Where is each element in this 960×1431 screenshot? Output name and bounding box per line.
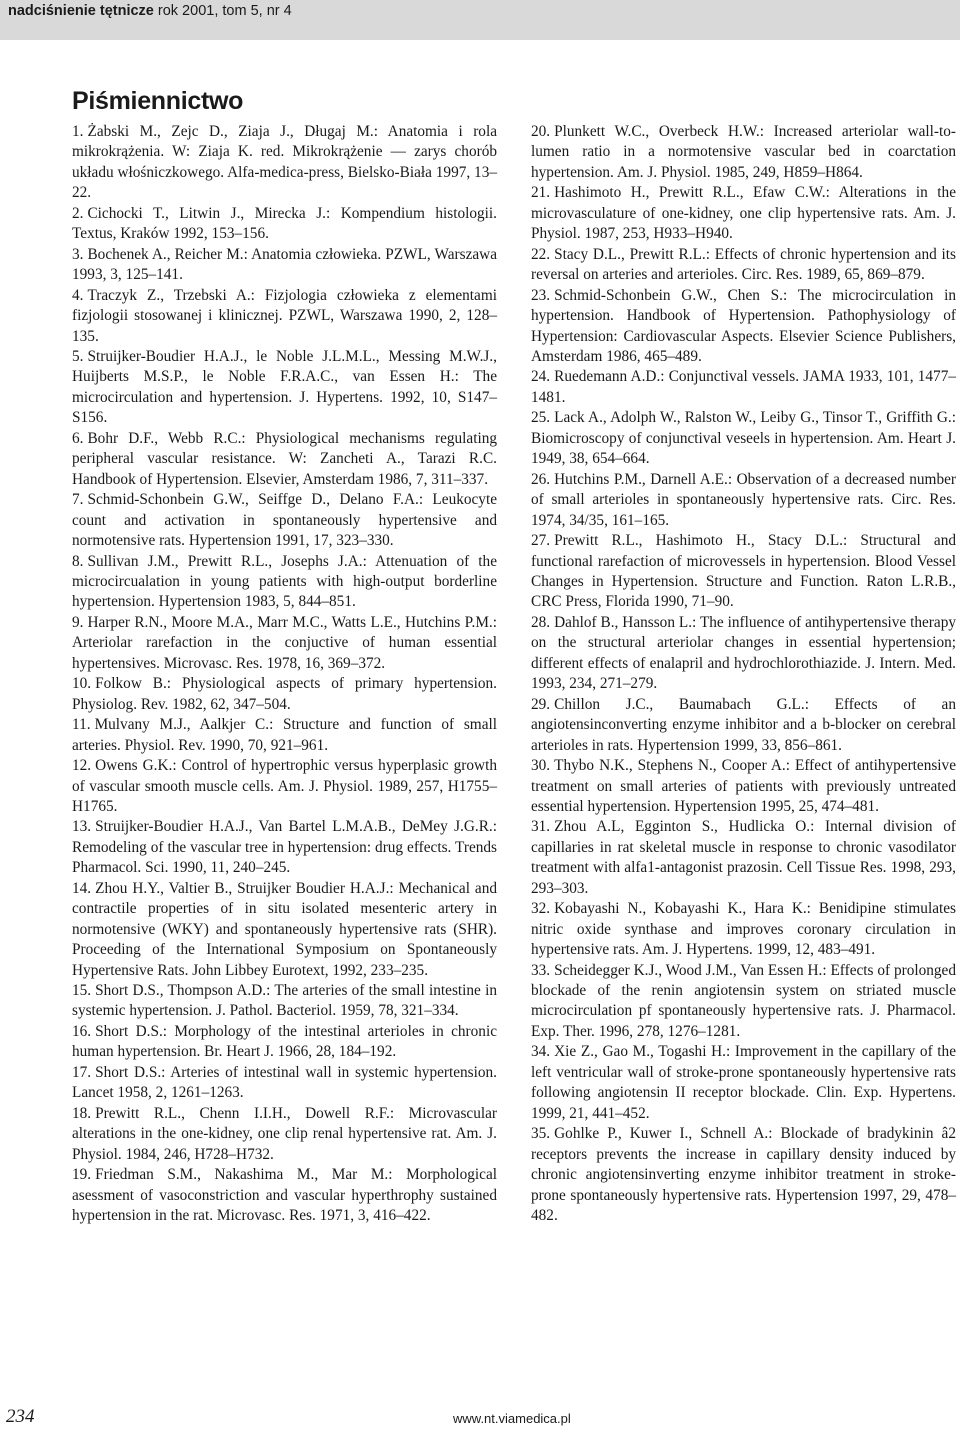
reference-number: 11.	[72, 716, 91, 734]
reference-number: 6.	[72, 429, 84, 447]
journal-header-bar	[0, 0, 960, 40]
reference-number: 3.	[72, 245, 84, 263]
reference-number: 18.	[72, 1104, 92, 1122]
reference-text: Sullivan J.M., Prewitt R.L., Josephs J.A.: Attenuation of the microcircualation in young patients with high-output borderline hypertension. Hypertension 1983, 5, 844–851.	[72, 552, 497, 611]
reference-text: Żabski M., Zejc D., Ziaja J., Długaj M.: Anatomia i rola mikrokrążenia. W: Ziaja K. red. Mikrokrążenie — zarys chorób układu włośniczkowego. Alfa-medica-press, Bielsko-Biała 1997, 13–22.	[72, 123, 497, 202]
reference-text: Gohlke P., Kuwer I., Schnell A.: Blockade of bradykinin â2 receptors prevents the increase in capillary density induced by chronic angiotensinverting enzyme inhibitor treatment in stroke-prone spontaneously hypertensive rats. Hypertension 1997, 29, 478–482.	[531, 1125, 956, 1225]
reference-number: 7.	[72, 491, 84, 509]
reference-number: 21.	[531, 184, 551, 202]
reference-number: 19.	[72, 1166, 92, 1184]
reference-number: 9.	[72, 613, 84, 631]
reference-item	[72, 347, 497, 429]
reference-text: Plunkett W.C., Overbeck H.W.: Increased arteriolar wall-to- lumen ratio in a normotensive vascular bed in coarctation hypertension. Am. J. Physiol. 1985, 249, H859–H864.	[531, 123, 956, 181]
reference-item	[72, 1022, 497, 1063]
reference-text: Folkow B.: Physiological aspects of primary hypertension. Physiolog. Rev. 1982, 62, 347–504.	[72, 675, 497, 713]
reference-item	[531, 756, 956, 817]
reference-item	[531, 695, 956, 756]
reference-item	[72, 613, 497, 674]
section-title: Piśmiennictwo	[72, 87, 244, 115]
reference-item	[72, 817, 497, 878]
reference-item	[72, 1165, 497, 1226]
reference-number: 30.	[531, 757, 551, 775]
reference-item	[531, 286, 956, 368]
reference-text: Schmid-Schonbein G.W., Chen S.: The microcirculation in hypertension. Handbook of Hypertension. Pathophysiology of Hypertension: Cardiovascular Aspects. Elsevier Science Publishers, Amsterdam 1986, 465–489.	[531, 286, 956, 365]
reference-item	[72, 429, 497, 490]
reference-text: Chillon J.C., Baumabach G.L.: Effects of an angiotensinconverting enzyme inhibitor and a b-blocker on cerebral arterioles in rats. Hypertension 1999, 33, 856–861.	[531, 695, 956, 754]
reference-number: 27.	[531, 532, 551, 550]
reference-item	[531, 367, 956, 408]
reference-item	[72, 245, 497, 286]
reference-item	[531, 531, 956, 613]
reference-text: Thybo N.K., Stephens N., Cooper A.: Effect of antihypertensive treatment on small arteries of patients with previously untreated essential hypertension. Hypertension 1995, 25, 474–481.	[531, 757, 956, 815]
reference-item	[531, 1124, 956, 1226]
reference-text: Dahlof B., Hansson L.: The influence of antihypertensive therapy on the structural arteriolar changes in essential hypertension; different effects of enalapril and hydrochlorothiazide. J. Intern. Med. 1993, 234, 271–279.	[531, 613, 956, 693]
reference-text: Short D.S., Thompson A.D.: The arteries of the small intestine in systemic hypertension. J. Pathol. Bacteriol. 1959, 78, 321–334.	[72, 982, 497, 1020]
reference-item	[72, 286, 497, 347]
reference-number: 16.	[72, 1022, 92, 1040]
reference-item	[531, 817, 956, 899]
reference-item	[72, 1104, 497, 1165]
reference-number: 26.	[531, 470, 551, 488]
reference-text: Prewitt R.L., Hashimoto H., Stacy D.L.: Structural and functional rarefaction of microvessels in hypertension. Blood Vessel Changes in Hypertension. Structure and Function. Raton L.R.B., CRC Press, Florida 1990, 71–90.	[531, 532, 956, 611]
reference-number: 24.	[531, 368, 551, 386]
reference-number: 10.	[72, 675, 92, 693]
reference-number: 5.	[72, 347, 84, 365]
reference-text: Traczyk Z., Trzebski A.: Fizjologia człowieka z elementami fizjologii stosowanej i klinicznej. PZWL, Warszawa 1990, 2, 128–135.	[72, 286, 497, 345]
reference-text: Bohr D.F., Webb R.C.: Physiological mechanisms regulating peripheral vascular resistance. W: Zancheti A., Tarazi R.C. Handbook of Hypertension. Elsevier, Amsterdam 1986, 7, 311–337.	[72, 429, 497, 488]
reference-text: Short D.S.: Morphology of the intestinal arterioles in chronic human hypertension. Br. Heart J. 1966, 28, 184–192.	[72, 1022, 497, 1061]
journal-header	[8, 3, 292, 19]
reference-item	[531, 899, 956, 960]
reference-item	[531, 245, 956, 286]
reference-number: 13.	[72, 818, 92, 836]
reference-text: Kobayashi N., Kobayashi K., Hara K.: Benidipine stimulates nitric oxide synthase and improves coronary circulation in hypertensive rats. Am. J. Hypertens. 1999, 12, 483–491.	[531, 900, 956, 959]
reference-text: Short D.S.: Arteries of intestinal wall in systemic hypertension. Lancet 1958, 2, 1261–1263.	[72, 1063, 497, 1102]
reference-number: 8.	[72, 552, 84, 570]
reference-number: 28.	[531, 613, 551, 631]
reference-item	[72, 490, 497, 551]
reference-item	[531, 613, 956, 695]
reference-number: 29.	[531, 695, 551, 713]
reference-text: Bochenek A., Reicher M.: Anatomia człowieka. PZWL, Warszawa 1993, 3, 125–141.	[72, 245, 497, 284]
reference-item	[72, 879, 497, 981]
reference-item	[531, 183, 956, 244]
reference-text: Owens G.K.: Control of hypertrophic versus hyperplasic growth of vascular smooth muscle cells. Am. J. Physiol. 1989, 257, H1755–H1765.	[72, 757, 497, 815]
reference-text: Scheidegger K.J., Wood J.M., Van Essen H.: Effects of prolonged blockade of the renin angiotensin system on striated muscle microcirculation pf spontaneously hypertensive rats. J. Pharmacol. Exp. Ther. 1996, 278, 1276–1281.	[531, 961, 956, 1040]
reference-text: Cichocki T., Litwin J., Mirecka J.: Kompendium histologii. Textus, Kraków 1992, 153–156.	[72, 204, 497, 243]
reference-number: 25.	[531, 409, 551, 427]
reference-text: Zhou A.L, Egginton S., Hudlicka O.: Internal division of capillaries in rat skeletal muscle in response to chronic vasodilator treatment with alfa1-antagonist prazosin. Cell Tissue Res. 1998, 293, 293–303.	[531, 818, 956, 897]
reference-text: Schmid-Schonbein G.W., Seiffge D., Delano F.A.: Leukocyte count and activation in spontaneously hypertensive and normotensive rats. Hypertension 1991, 17, 323–330.	[72, 491, 497, 550]
reference-number: 15.	[72, 982, 92, 1000]
reference-number: 35.	[531, 1125, 551, 1143]
reference-number: 1.	[72, 123, 84, 140]
reference-item	[531, 1042, 956, 1124]
page-number: 234	[6, 1406, 35, 1427]
reference-item	[72, 756, 497, 817]
reference-item	[531, 408, 956, 469]
reference-text: Mulvany M.J., Aalkjer C.: Structure and function of small arteries. Physiol. Rev. 1990, 70, 921–961.	[72, 716, 497, 754]
reference-number: 31.	[531, 818, 551, 836]
reference-item	[531, 470, 956, 531]
reference-item	[531, 122, 956, 183]
reference-number: 34.	[531, 1043, 551, 1061]
reference-number: 22.	[531, 245, 551, 263]
reference-text: Lack A., Adolph W., Ralston W., Leiby G., Tinsor T., Griffith G.: Biomicroscopy of conjunctival veseels in hypertension. Am. Heart J. 1949, 38, 654–664.	[531, 409, 956, 468]
reference-item	[72, 715, 497, 756]
reference-text: Struijker-Boudier H.A.J., Van Bartel L.M.A.B., DeMey J.G.R.: Remodeling of the vascular tree in hypertension: drug effects. Trends Pharmacol. Sci. 1990, 11, 240–245.	[72, 818, 497, 877]
reference-text: Zhou H.Y., Valtier B., Struijker Boudier H.A.J.: Mechanical and contractile properties of in situ isolated mesenteric artery in normotensive (WKY) and spontaneously hypertensive rats (SHR). Proceeding of the International Symposium on Spontaneously Hypertensive Rats. John Libbey Eurotext, 1992, 233–235.	[72, 879, 497, 979]
reference-number: 4.	[72, 286, 84, 304]
footer-url: www.nt.viamedica.pl	[453, 1411, 571, 1426]
reference-item	[72, 1063, 497, 1104]
reference-item	[72, 981, 497, 1022]
reference-item	[531, 961, 956, 1043]
reference-text: Ruedemann A.D.: Conjunctival vessels. JAMA 1933, 101, 1477–1481.	[531, 368, 956, 406]
reference-text: Hashimoto H., Prewitt R.L., Efaw C.W.: Alterations in the microvasculature of one-kidney, one clip hypertensive rats. Am. J. Physiol. 1987, 253, H933–H940.	[531, 184, 956, 243]
reference-number: 32.	[531, 900, 551, 918]
reference-text: Harper R.N., Moore M.A., Marr M.C., Watts L.E., Hutchins P.M.: Arteriolar rarefaction in the conjuctive of human essential hypertensives. Microvasc. Res. 1978, 16, 369–372.	[72, 613, 497, 672]
reference-item	[72, 552, 497, 613]
reference-text: Stacy D.L., Prewitt R.L.: Effects of chronic hypertension and its reversal on arteries and arterioles. Circ. Res. 1989, 65, 869–879.	[531, 245, 956, 284]
reference-item	[72, 204, 497, 245]
reference-number: 17.	[72, 1063, 92, 1081]
reference-text: Struijker-Boudier H.A.J., le Noble J.L.M.L., Messing M.W.J., Huijberts M.S.P., le Noble F.R.A.C., van Essen H.: The microcirculation and hypertension. J. Hypertens. 1992, 10, S147–S156.	[72, 347, 497, 427]
reference-number: 20.	[531, 123, 551, 140]
reference-number: 23.	[531, 286, 551, 304]
reference-number: 2.	[72, 204, 84, 222]
journal-issue: rok 2001, tom 5, nr 4	[157, 3, 292, 19]
reference-item	[72, 674, 497, 715]
references-left-column	[72, 122, 497, 1226]
reference-number: 12.	[72, 757, 92, 775]
reference-text: Prewitt R.L., Chenn I.I.H., Dowell R.F.: Microvascular alterations in the one-kidney, one clip renal hypertensive rat. Am. J. Physiol. 1984, 246, H728–H732.	[72, 1104, 497, 1163]
journal-name: nadciśnienie tętnicze	[8, 3, 154, 19]
reference-number: 14.	[72, 879, 92, 897]
reference-text: Friedman S.M., Nakashima M., Mar M.: Morphological asessment of vasoconstriction and vascular hyperthrophy sustained hypertension in the rat. Microvasc. Res. 1971, 3, 416–422.	[72, 1166, 497, 1225]
references-right-column	[531, 122, 956, 1226]
reference-text: Hutchins P.M., Darnell A.E.: Observation of a decreased number of small arterioles in spontaneously hypertensive rats. Circ. Res. 1974, 34/35, 161–165.	[531, 470, 956, 529]
reference-text: Xie Z., Gao M., Togashi H.: Improvement in the capillary of the left ventricular wall of stroke-prone spontaneously hypertensive rats following angiotensin II receptor blockade. Clin. Exp. Hypertens. 1999, 21, 441–452.	[531, 1043, 956, 1122]
reference-item	[72, 122, 497, 204]
reference-number: 33.	[531, 961, 551, 979]
